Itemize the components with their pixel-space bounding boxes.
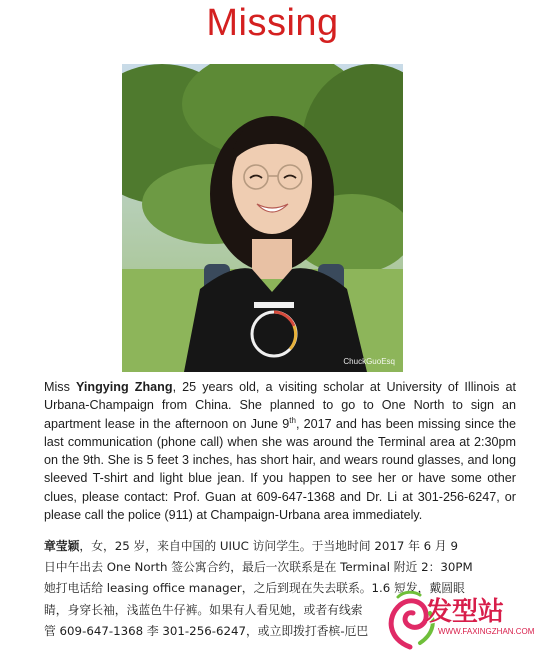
missing-person-name: Yingying Zhang (75, 380, 173, 394)
poster-title: Missing (206, 2, 339, 44)
site-logo (380, 587, 545, 653)
chinese-line-4-tail: 线索 (338, 602, 363, 617)
chinese-line-1 (44, 536, 516, 557)
missing-person-photo (122, 64, 403, 372)
chinese-name: 章莹颖 (44, 539, 80, 553)
chinese-line-3-text: 她打电话给 leasing office manager，之后到现在失去联系。1.6 (44, 581, 391, 596)
photo-illustration (122, 64, 403, 372)
english-text-part1: , 25 years old, a visiting scholar at University of Illinois at Urbana-Champaign from China. She planned to go to One North to sign an apartment lease in the afternoon on June 9 (44, 380, 517, 431)
chinese-line-2: 日中午出去 One North 签公寓合约，最后一次联系是在 Terminal 附近 2：30PM (44, 560, 473, 575)
logo-url: WWW.FAXINGZHAN.COM (438, 627, 535, 636)
english-text-part2: , 2017 and has been missing since the last communication (phone call) when she was around the Terminal area at 2:30pm on the 9th. She is 5 feet 3 inches, has short hair, and wears round glasses, and long sleeved T-shirt and light blue jean. If you happen to see her or have some other clues, please contact: Prof. Guan at 609-647-1368 and Dr. Li at 301-256-6247, or please call the police (911) at Champaign-Urbana area immediately. (44, 416, 516, 523)
name-prefix: Miss (44, 380, 76, 394)
chinese-line-3-tail: 短发，戴圆眼 (394, 581, 465, 596)
date-suffix: th (289, 415, 296, 425)
chinese-line-5: 管 609-647-1368 李 301-256-6247，或立即拨打香槟-厄巴 (44, 623, 369, 638)
chinese-line-4-text: 睛，身穿长袖，浅蓝色牛仔裤。如果有人看见她，或者有 (44, 602, 339, 617)
logo-text: 发型站 (426, 597, 505, 627)
chinese-line-1-text: ，女，25 岁，来自中国的 UIUC 访问学生。于当地时间 2017 年 6 月 9 (79, 539, 458, 553)
english-description (44, 378, 516, 524)
photo-watermark: ChuckGuoEsq (343, 357, 395, 366)
